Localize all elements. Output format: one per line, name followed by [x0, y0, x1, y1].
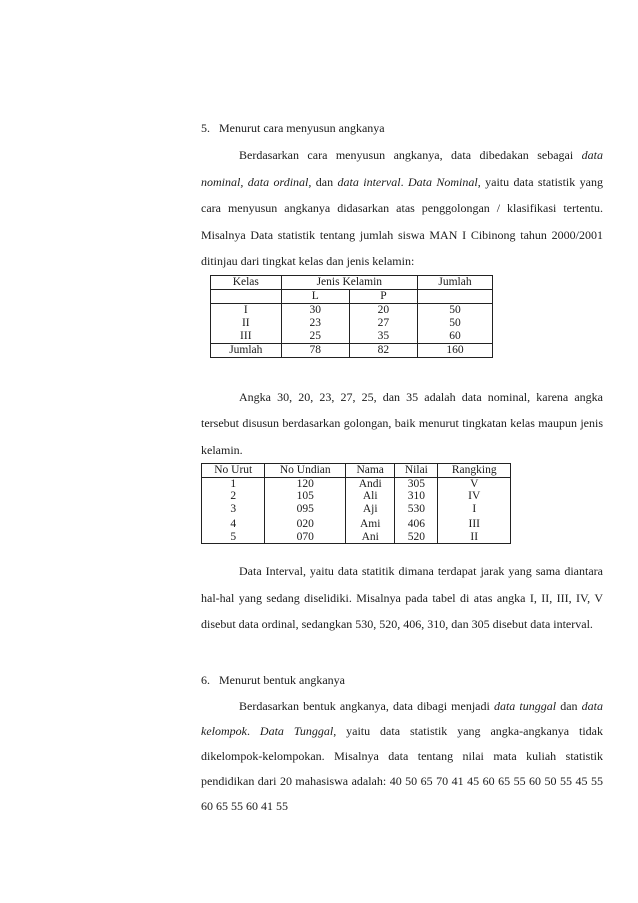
section-title: Menurut bentuk angkanya	[219, 672, 345, 687]
header-jumlah: Jumlah	[418, 275, 493, 289]
italic-term: data kelompok	[201, 698, 603, 738]
nama-column: Andi Ali Aji Ami Ani	[346, 477, 395, 544]
section-6-heading	[201, 670, 603, 690]
text-run: .	[400, 174, 408, 189]
table-header-row	[202, 464, 511, 478]
text-run: Berdasarkan cara menyusun angkanya, data dibedakan sebagai	[239, 148, 582, 162]
italic-term: data tunggal	[493, 698, 557, 713]
header-jenis-kelamin: Jenis Kelamin	[281, 275, 417, 289]
table-body-row	[211, 303, 493, 343]
total-p: 82	[349, 343, 417, 357]
section-number: 5.	[201, 121, 210, 135]
italic-term: Data Nominal	[407, 174, 478, 189]
rangking-column: V IV I III II	[438, 477, 511, 544]
paragraph-data-nominal	[201, 142, 603, 275]
header-no-undian: No Undian	[265, 464, 346, 478]
text-run: dan	[311, 174, 338, 189]
jumlah-column: 50 50 60	[418, 303, 493, 343]
header-l: L	[281, 289, 349, 303]
header-rangking: Rangking	[438, 464, 511, 478]
text-run: dan	[556, 698, 582, 713]
no-undian-column: 120 105 095 020 070	[265, 477, 346, 544]
header-no-urut: No Urut	[202, 464, 265, 478]
table-rangking	[201, 463, 511, 544]
page-content	[201, 118, 603, 819]
paragraph-data-tunggal	[201, 694, 603, 819]
total-l: 78	[281, 343, 349, 357]
header-nama: Nama	[346, 464, 395, 478]
l-column: 30 23 25	[281, 303, 349, 343]
italic-term: data nominal, data ordinal,	[201, 148, 603, 189]
text-run: , yaitu data statistik yang angka-angkanya tidak dikelompok-kelompokan. Misalnya data tentang nilai mata kuliah statistik pendidikan dari 20 mahasiswa adalah: 40 50 65 70 41 45 60 65 55 60 50 55 45 55 60 65 55 60 41 55	[201, 723, 604, 813]
header-nilai: Nilai	[395, 464, 438, 478]
total-label: Jumlah	[211, 343, 282, 357]
section-5-heading	[201, 118, 603, 138]
table-header-row	[211, 275, 493, 289]
text-run: , yaitu data statistik yang cara menyusun angkanya didasarkan atas penggolongan / klasifikasi tertentu. Misalnya Data statistik tentang jumlah siswa MAN I Cibinong tahun 2000/2001 ditinjau dari tingkat kelas dan jenis kelamin:	[201, 174, 603, 268]
header-p: P	[349, 289, 417, 303]
no-urut-column: 1 2 3 4 5	[202, 477, 265, 544]
section-number: 6.	[201, 672, 210, 687]
table-total-row	[211, 343, 493, 357]
empty-cell	[211, 289, 282, 303]
total-jumlah: 160	[418, 343, 493, 357]
p-column: 20 27 35	[349, 303, 417, 343]
italic-term: Data Tunggal	[259, 723, 334, 738]
empty-cell	[418, 289, 493, 303]
section-title: Menurut cara menyusun angkanya	[219, 121, 385, 135]
table-subheader-row	[211, 289, 493, 303]
text-run: Berdasarkan bentuk angkanya, data dibagi menjadi	[239, 698, 494, 713]
table-body-row	[202, 477, 511, 544]
text-run: .	[246, 723, 260, 738]
header-kelas: Kelas	[211, 275, 282, 289]
paragraph-data-interval: Data Interval, yaitu data statitik dimana terdapat jarak yang sama diantara hal-hal yang sedang diselidiki. Misalnya pada tabel di atas angka I, II, III, IV, V disebut data ordinal, sedangkan 530, 520, 406, 310, dan 305 disebut data interval.	[201, 564, 603, 631]
italic-term: data interval	[337, 174, 401, 189]
nilai-column: 305 310 530 406 520	[395, 477, 438, 544]
table-siswa-kelas	[210, 275, 493, 358]
kelas-column: I II III	[211, 303, 282, 343]
paragraph-angka-nominal: Angka 30, 20, 23, 27, 25, dan 35 adalah data nominal, karena angka tersebut disusun berdasarkan golongan, baik menurut tingkatan kelas maupun jenis kelamin.	[201, 389, 603, 457]
